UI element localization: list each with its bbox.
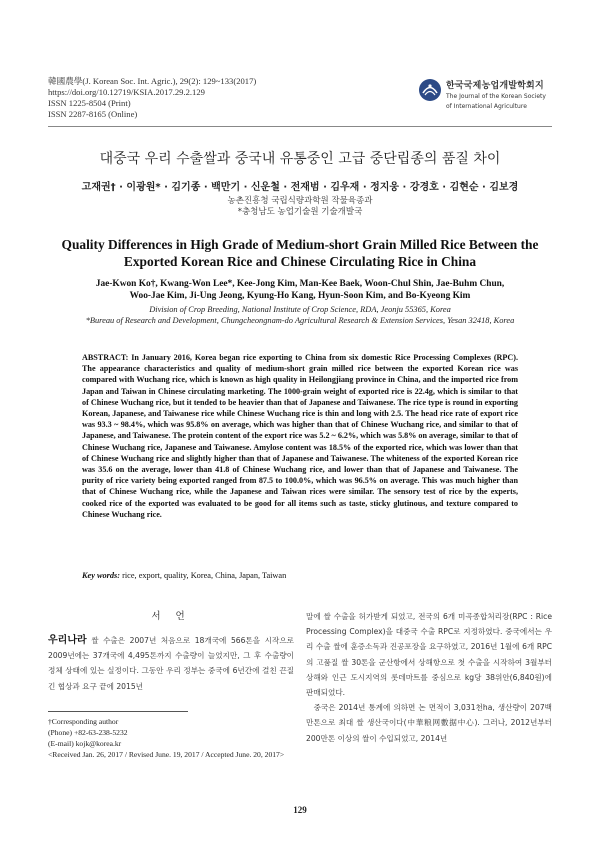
intro-paragraph-1 xyxy=(48,633,294,694)
intro-left-column xyxy=(48,633,294,694)
society-name-ko: 한국국제농업개발학회지 xyxy=(446,81,544,91)
authors-korean: 고재권† · 이광원* · 김기종 · 백만기 · 신운철 · 전재범 · 김우재 · 정지웅 · 강경호 · 김현순 · 김보경 xyxy=(81,182,519,193)
title-english: Quality Differences in High Grade of Medium-short Grain Milled Rice Between the Exported Korean Rice and Chinese Circulating Rice in China xyxy=(61,237,539,269)
society-name xyxy=(446,78,546,110)
society-logo xyxy=(418,76,558,116)
affiliation-en-2: *Bureau of Research and Development, Chungcheongnam-do Agricultural Research & Extension Services, Yesan 32418, Korea xyxy=(85,316,515,325)
affiliations-korean xyxy=(0,196,600,218)
header-divider xyxy=(48,126,552,127)
title-korean: 대중국 우리 수출쌀과 중국내 유통중인 고급 중단립종의 품질 차이 xyxy=(99,151,501,167)
page-number: 129 xyxy=(293,805,307,815)
received-dates: <Received Jan. 26, 2017 / Revised June. 19, 2017 / Accepted June. 20, 2017> xyxy=(48,750,285,759)
keywords-label: Key words: xyxy=(82,571,121,580)
intro-paragraph-2: 중국은 2014년 통계에 의하면 논 면적이 3,031천ha, 생산량이 207백만톤으로 최대 쌀 생산국이다(中華粮网數据中心). 그러나, 2012년부터 200만톤 이상의 쌀이 수입되었고, 2014년 xyxy=(306,703,552,743)
corresponding-author-label: †Corresponding author xyxy=(48,717,119,726)
affiliation-ko-1: 농촌진흥청 국립식량과학원 작물육종과 xyxy=(227,196,373,206)
affiliations-english xyxy=(40,304,560,326)
intro-paragraph-1-text: 쌀 수출은 2007년 처음으로 18개국에 566톤을 시작으로 2009년에는 37개국에 4,495톤까지 수출량이 늘었지만, 그 후 수출량이 정체 상태에 있는 실정이다. 그동안 우리 정부는 중국에 6년간에 걸친 끈질긴 협상과 요구 끝에 2015년 xyxy=(48,636,294,691)
authors-en-line-2: Woo-Jae Kim, Ji-Ung Jeong, Kyung-Ho Kang, Hyun-Soon Kim, and Bo-Kyeong Kim xyxy=(129,291,471,301)
affiliation-ko-2: *충청남도 농업기술원 기술개발국 xyxy=(237,207,363,217)
society-emblem-icon xyxy=(418,78,442,102)
society-name-en-1: The Journal of the Korean Society xyxy=(446,93,546,100)
corresponding-email[interactable]: (E-mail) kojk@korea.kr xyxy=(48,739,122,748)
corresponding-phone: (Phone) +82-63-238-5232 xyxy=(48,728,128,737)
footnote xyxy=(48,716,284,760)
intro-first-word: 우리나라 xyxy=(48,635,87,646)
issn-print: ISSN 1225-8504 (Print) xyxy=(48,98,131,108)
keywords xyxy=(82,570,518,581)
intro-paragraph-1-cont: 말에 쌀 수출을 허가받게 되었고, 전국의 6개 미곡종합처리장(RPC : Rice Processing Complex)을 대중국 수출 RPC로 지정하였다. 중국에서는 우리 수출 쌀에 훈증소독과 진공포장을 요구하였고, 2016년 1월에 6개 RPC의 고품질 쌀 30톤을 군산항에서 상해항으로 첫 수출을 시작하여 3월부터 상해와 인근 도시지역의 롯데마트를 중심으로 kg당 38위안(6,840원)에 판매되었다. xyxy=(306,612,552,698)
authors-en-line-1: Jae-Kwon Ko†, Kwang-Won Lee*, Kee-Jong Kim, Man-Kee Baek, Woon-Chul Shin, Jae-Buhm Chun, xyxy=(95,279,505,289)
section-heading-introduction: 서 언 xyxy=(151,611,191,622)
keywords-list: rice, export, quality, Korea, China, Japan, Taiwan xyxy=(122,571,287,580)
abstract: ABSTRACT: In January 2016, Korea began rice exporting to China from six domestic Rice Processing Complexes (RPC). The appearance characteristics and quality of medium-short grain milled rice between the exported Korean rice was compared with Wuchang rice, which is known as high quality in Heilongjiang province in China, and the imported rice from Japan and Taiwan in Chinese circulating marketing. The 1000-grain weight of exported rice is 22.4g, which is similar to that of Chinese Wuchang rice, but it tended to be heavier than that of Japanese and Taiwanese. The rice type is round in exporting Korean, Japanese, and Taiwanese rice while Chinese Wuchang rice is thin and long with 2.5. The head rice rate of export rice was 93.3 ~ 98.4%, which was 95.8% on average, which was higher than that of Chinese Wuchang rice, and similar to that of Japanese, and Taiwanese. The protein content of the export rice was 5.2 ~ 6.2%, which was 5.8% on average, similar to that of Chinese Wuchang rice, Japanese and Taiwanese. Amylose content was 18.5% of the exported rice, which was lower than that of Chinese Wuchang rice and slightly higher than that of Japanese and Taiwanese. The whiteness of the exported Korean rice was 35.6 on the average, lower than 41.8 of Chinese Wuchang rice, and lower than that of Japanese and Taiwanese. The purity of rice variety being exported ranged from 87.5 to 100.0%, which was 96.5% on average. This was much higher than that of Chinese Wuchang rice, while the Japanese and Taiwan rices were similar. The sensory test of rice by the experts, cooked rice of the exported was evaluated to be good for all items such as taste, sticky glutinous, and texture compared to Chinese Wuchang rice. xyxy=(82,353,518,519)
footnote-divider xyxy=(48,711,188,712)
affiliation-en-1: Division of Crop Breeding, National Institute of Crop Science, RDA, Jeonju 55365, Korea xyxy=(149,305,451,314)
authors-english xyxy=(40,278,560,302)
issn-online: ISSN 2287-8165 (Online) xyxy=(48,109,138,119)
journal-meta xyxy=(48,76,256,120)
intro-right-column xyxy=(306,609,552,746)
doi-link[interactable]: https://doi.org/10.12719/KSIA.2017.29.2.129 xyxy=(48,87,205,97)
journal-citation: 韓國農學(J. Korean Soc. Int. Agric.), 29(2): 129~133(2017) xyxy=(48,76,257,86)
society-name-en-2: of International Agriculture xyxy=(446,102,527,110)
